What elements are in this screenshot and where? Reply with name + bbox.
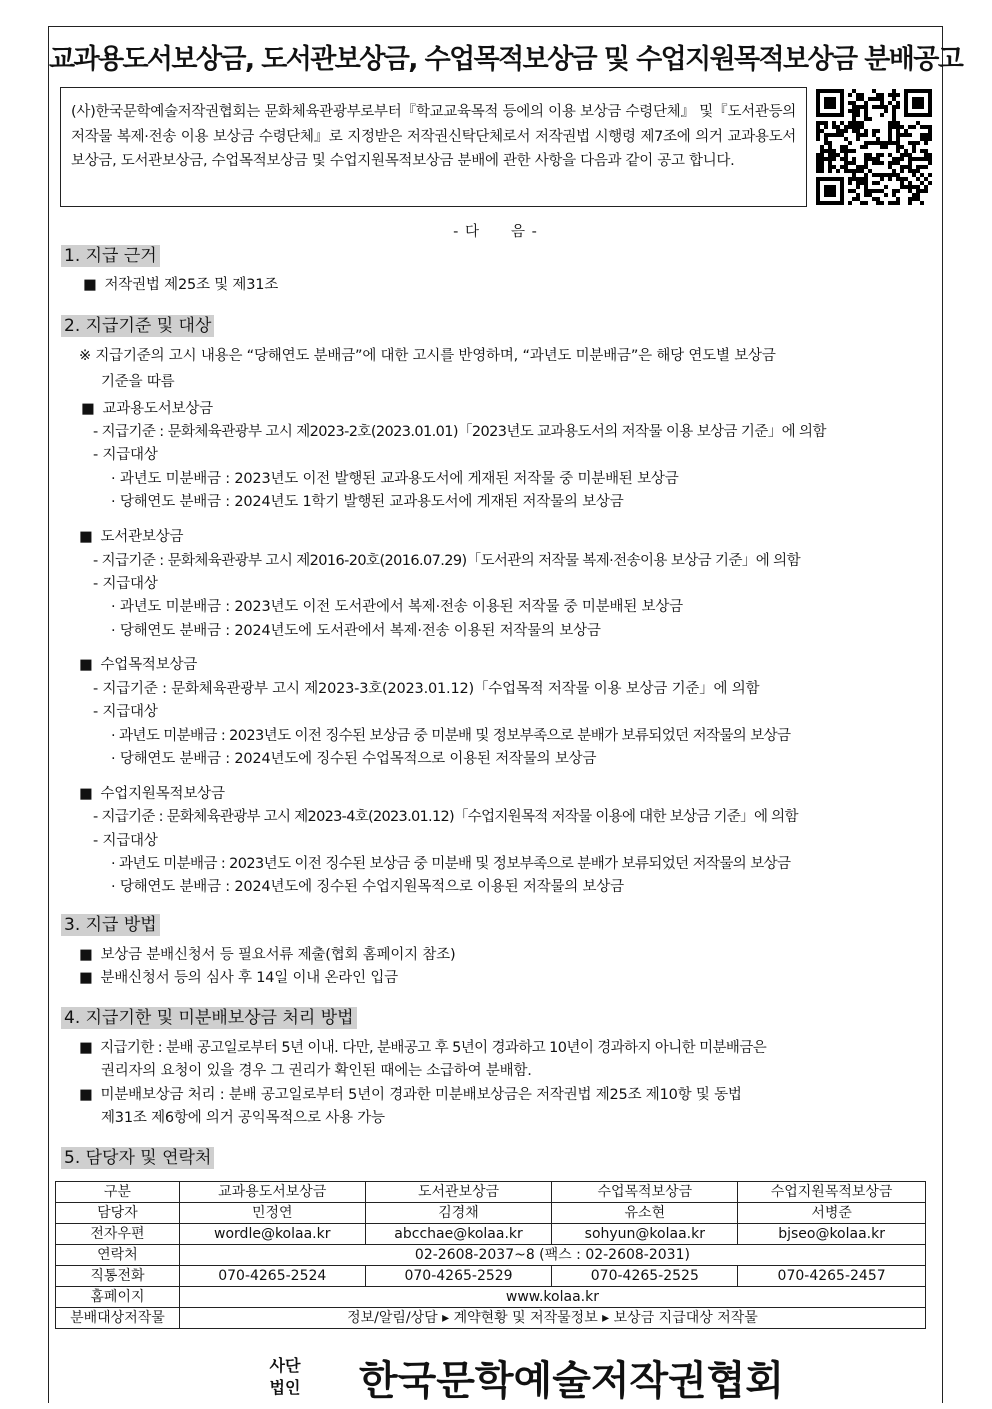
block-target: - 지급대상 — [93, 447, 158, 463]
block-current: · 당해연도 분배금 : 2024년도 1학기 발행된 교과용도서에 게재된 저작물의 보상금 — [111, 494, 624, 510]
org-name: 한국문학예술저작권협회 — [359, 1358, 785, 1404]
s2-note-line2: 기준을 따름 — [101, 374, 175, 390]
s1-item: ■ 저작권법 제25조 및 제31조 — [83, 275, 278, 295]
footer — [49, 1349, 942, 1409]
direct-phone: 070-4265-2457 — [738, 1266, 926, 1287]
block-past: · 과년도 미분배금 : 2023년도 이전 도서관에서 복제·전송 이용된 저작물 중 미분배된 보상금 — [111, 599, 683, 615]
table-header: 수업지원목적보상금 — [738, 1182, 926, 1203]
email-link[interactable]: bjseo@kolaa.kr — [738, 1224, 926, 1245]
block-current: · 당해연도 분배금 : 2024년도에 징수된 수업지원목적으로 이용된 저작물의 보상금 — [111, 879, 624, 895]
block-title: ■ 도서관보상금 — [79, 527, 183, 547]
table-cell: 분배대상저작물 — [56, 1308, 180, 1329]
direct-phone: 070-4265-2524 — [179, 1266, 365, 1287]
table-row — [56, 1308, 926, 1329]
table-cell: 연락처 — [56, 1245, 180, 1266]
block-past: · 과년도 미분배금 : 2023년도 이전 발행된 교과용도서에 게재된 저작물 중 미분배된 보상금 — [111, 471, 679, 487]
table-cell: 유소현 — [552, 1203, 738, 1224]
block-past: · 과년도 미분배금 : 2023년도 이전 징수된 보상금 중 미분배 및 정보부족으로 분배가 보류되었던 저작물의 보상금 — [111, 856, 791, 872]
table-cell: 서병준 — [738, 1203, 926, 1224]
section-heading-2: 2. 지급기준 및 대상 — [61, 315, 214, 337]
page-title: 교과용도서보상금, 도서관보상금, 수업목적보상금 및 수업지원목적보상금 분배공고 — [49, 44, 963, 75]
block-target: - 지급대상 — [93, 576, 158, 592]
block-target: - 지급대상 — [93, 704, 158, 720]
daeum-heading: - 다 음 - — [453, 224, 538, 240]
s3-item-2: ■ 분배신청서 등의 심사 후 14일 이내 온라인 입금 — [79, 968, 398, 988]
table-header: 교과용도서보상금 — [179, 1182, 365, 1203]
table-row — [56, 1203, 926, 1224]
block-past: · 과년도 미분배금 : 2023년도 이전 징수된 보상금 중 미분배 및 정보부족으로 분배가 보류되었던 저작물의 보상금 — [111, 728, 791, 744]
section-heading-3: 3. 지급 방법 — [61, 914, 160, 936]
section-heading-5: 5. 담당자 및 연락처 — [61, 1147, 214, 1169]
table-cell: 김경채 — [365, 1203, 552, 1224]
s4-item-2-line2: 제31조 제6항에 의거 공익목적으로 사용 가능 — [101, 1110, 385, 1126]
direct-phone: 070-4265-2529 — [365, 1266, 552, 1287]
s4-item-2-line1: ■ 미분배보상금 처리 : 분배 공고일로부터 5년이 경과한 미분배보상금은 저작권법 제25조 제10항 및 동법 — [79, 1085, 742, 1105]
block-basis: - 지급기준 : 문화체육관광부 고시 제2016-20호(2016.07.29)「도서관의 저작물 복제·전송이용 보상금 기준」에 의함 — [93, 553, 800, 569]
table-row — [56, 1266, 926, 1287]
table-row — [56, 1224, 926, 1245]
s4-item-1-line2: 권리자의 요청이 있을 경우 그 권리가 확인된 때에는 소급하여 분배함. — [101, 1063, 532, 1079]
block-title: ■ 수업지원목적보상금 — [79, 784, 225, 804]
works-menu-path: 정보/알림/상담 ▸ 계약현황 및 저작물정보 ▸ 보상금 지급대상 저작물 — [179, 1308, 925, 1329]
table-cell: 담당자 — [56, 1203, 180, 1224]
direct-phone: 070-4265-2525 — [552, 1266, 738, 1287]
intro-box: (사)한국문학예술저작권협회는 문화체육관광부로부터『학교교육목적 등에의 이용 보상금 수령단체』 및『도서관등의 저작물 복제·전송 이용 보상금 수령단체』로 지정받은 저작권신탁단체로서 저작권법 시행령 제7조에 의거 교과용도서보상금, 도서관보상금, 수업목적보상금 및 수업지원목적보상금 분배에 관한 사항을 다음과 같이 공고 합니다. — [60, 87, 807, 207]
email-link[interactable]: abcchae@kolaa.kr — [365, 1224, 552, 1245]
qr-code-icon[interactable] — [816, 89, 932, 205]
table-cell: 직통전화 — [56, 1266, 180, 1287]
contact-number: 02-2608-2037~8 (팩스 : 02-2608-2031) — [179, 1245, 925, 1266]
table-cell: 홈페이지 — [56, 1287, 180, 1308]
table-header: 수업목적보상금 — [552, 1182, 738, 1203]
contact-table — [55, 1181, 926, 1329]
block-basis: - 지급기준 : 문화체육관광부 고시 제2023-2호(2023.01.01)「2023년도 교과용도서의 저작물 이용 보상금 기준」에 의함 — [93, 424, 826, 440]
block-target: - 지급대상 — [93, 833, 158, 849]
block-title: ■ 수업목적보상금 — [79, 655, 197, 675]
block-current: · 당해연도 분배금 : 2024년도에 징수된 수업목적으로 이용된 저작물의 보상금 — [111, 751, 597, 767]
block-current: · 당해연도 분배금 : 2024년도에 도서관에서 복제·전송 이용된 저작물의 보상금 — [111, 623, 601, 639]
email-link[interactable]: wordle@kolaa.kr — [179, 1224, 365, 1245]
table-header-row — [56, 1182, 926, 1203]
table-row — [56, 1287, 926, 1308]
table-header: 구분 — [56, 1182, 180, 1203]
s2-note-line1: ※ 지급기준의 고시 내용은 “당해연도 분배금”에 대한 고시를 반영하며, “과년도 미분배금”은 해당 연도별 보상금 — [79, 348, 776, 364]
section-heading-4: 4. 지급기한 및 미분배보상금 처리 방법 — [61, 1007, 357, 1029]
org-type-line2: 법인 — [269, 1378, 301, 1397]
org-type-label — [263, 1355, 307, 1399]
email-link[interactable]: sohyun@kolaa.kr — [552, 1224, 738, 1245]
org-type-line1: 사단 — [269, 1356, 301, 1375]
homepage-link[interactable]: www.kolaa.kr — [179, 1287, 925, 1308]
block-basis: - 지급기준 : 문화체육관광부 고시 제2023-4호(2023.01.12)「수업지원목적 저작물 이용에 대한 보상금 기준」에 의함 — [93, 809, 798, 825]
notice-frame — [48, 26, 963, 1404]
block-basis: - 지급기준 : 문화체육관광부 고시 제2023-3호(2023.01.12)「수업목적 저작물 이용 보상금 기준」에 의함 — [93, 681, 760, 697]
table-row — [56, 1245, 926, 1266]
section-heading-1: 1. 지급 근거 — [61, 245, 160, 267]
table-cell: 민정연 — [179, 1203, 365, 1224]
s3-item-1: ■ 보상금 분배신청서 등 필요서류 제출(협회 홈페이지 참조) — [79, 945, 455, 965]
table-header: 도서관보상금 — [365, 1182, 552, 1203]
table-cell: 전자우편 — [56, 1224, 180, 1245]
block-title: ■ 교과용도서보상금 — [81, 399, 213, 419]
s4-item-1-line1: ■ 지급기한 : 분배 공고일로부터 5년 이내. 다만, 분배공고 후 5년이 경과하고 10년이 경과하지 아니한 미분배금은 — [79, 1038, 766, 1058]
